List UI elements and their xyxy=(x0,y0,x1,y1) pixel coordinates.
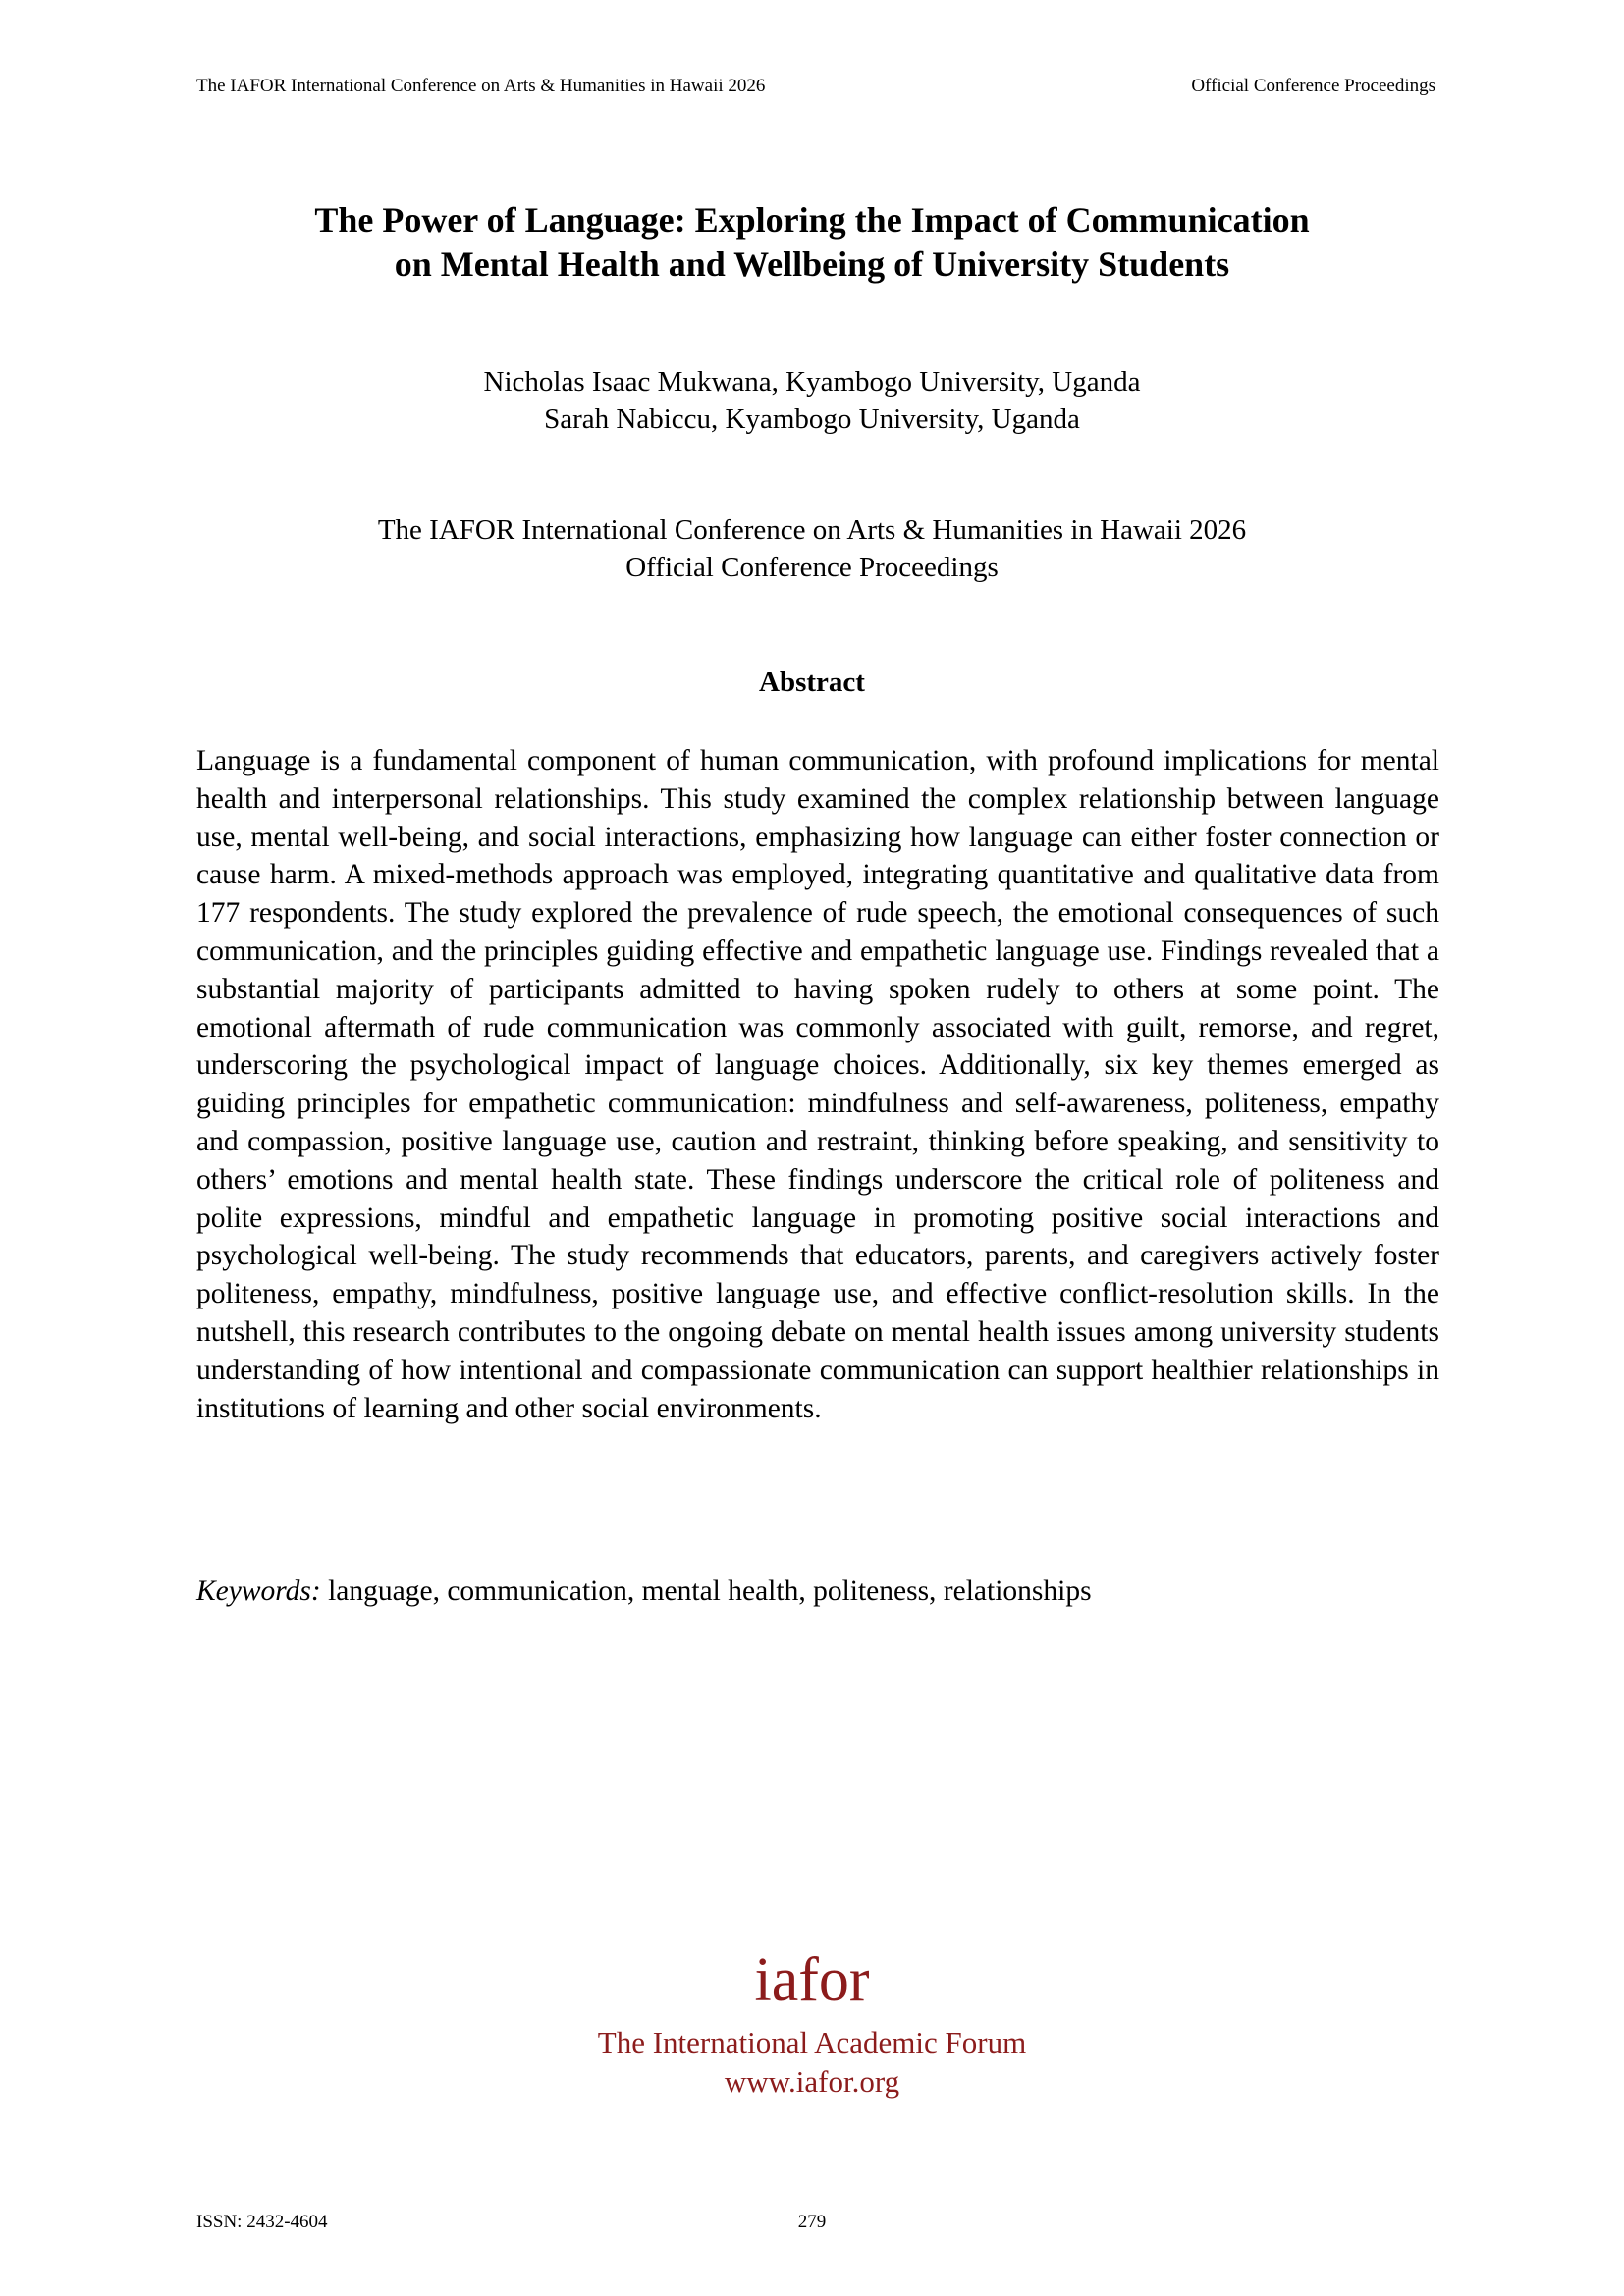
author-list xyxy=(196,363,1428,438)
author-2: Sarah Nabiccu, Kyambogo University, Uganda xyxy=(544,403,1080,435)
conference-info xyxy=(196,511,1428,586)
title-line-1: The Power of Language: Exploring the Impact of Communication xyxy=(314,200,1310,240)
conference-name: The IAFOR International Conference on Arts & Humanities in Hawaii 2026 xyxy=(377,514,1247,546)
abstract-body: Language is a fundamental component of human communication, with profound implications for mental health and interpersonal relationships. This study examined the complex relationship between language use, mental well-being, and social interactions, emphasizing how language can either foster connection or cause harm. A mixed-methods approach was employed, integrating quantitative and qualitative data from 177 respondents. The study explored the prevalence of rude speech, the emotional consequences of such communication, and the principles guiding effective and empathetic language use. Findings revealed that a substantial majority of participants admitted to having spoken rudely to others at some point. The emotional aftermath of rude communication was commonly associated with guilt, remorse, and regret, underscoring the psychological impact of language choices. Additionally, six key themes emerged as guiding principles for empathetic communication: mindfulness and self-awareness, politeness, empathy and compassion, positive language use, caution and restraint, thinking before speaking, and sensitivity to others’ emotions and mental health state. These findings underscore the critical role of politeness and polite expressions, mindful and empathetic language in promoting positive social interactions and psychological well-being. The study recommends that educators, parents, and caregivers actively foster politeness, empathy, mindfulness, positive language use, and effective conflict-resolution skills. In the nutshell, this research contributes to the ongoing debate on mental health issues among university students understanding of how intentional and compassionate communication can support healthier relationships in institutions of learning and other social environments. xyxy=(196,745,1439,1424)
conference-proceedings: Official Conference Proceedings xyxy=(625,552,999,583)
page-number: 279 xyxy=(797,2212,827,2232)
running-header-left: The IAFOR International Conference on Arts & Humanities in Hawaii 2026 xyxy=(196,76,766,96)
paper-title xyxy=(196,198,1428,287)
iafor-logo: iafor xyxy=(754,1947,870,2013)
running-header-right: Official Conference Proceedings xyxy=(1191,76,1435,96)
abstract-heading: Abstract xyxy=(759,667,865,698)
keywords-text: language, communication, mental health, politeness, relationships xyxy=(328,1575,1092,1607)
title-line-2: on Mental Health and Wellbeing of University Students xyxy=(394,244,1230,284)
publisher-url[interactable]: www.iafor.org xyxy=(724,2064,900,2099)
issn-number: ISSN: 2432-4604 xyxy=(196,2212,328,2232)
publisher-name: The International Academic Forum xyxy=(597,2025,1027,2059)
keywords xyxy=(196,1573,1428,1610)
keywords-label: Keywords: xyxy=(196,1575,321,1607)
author-1: Nicholas Isaac Mukwana, Kyambogo University, Uganda xyxy=(483,366,1141,398)
